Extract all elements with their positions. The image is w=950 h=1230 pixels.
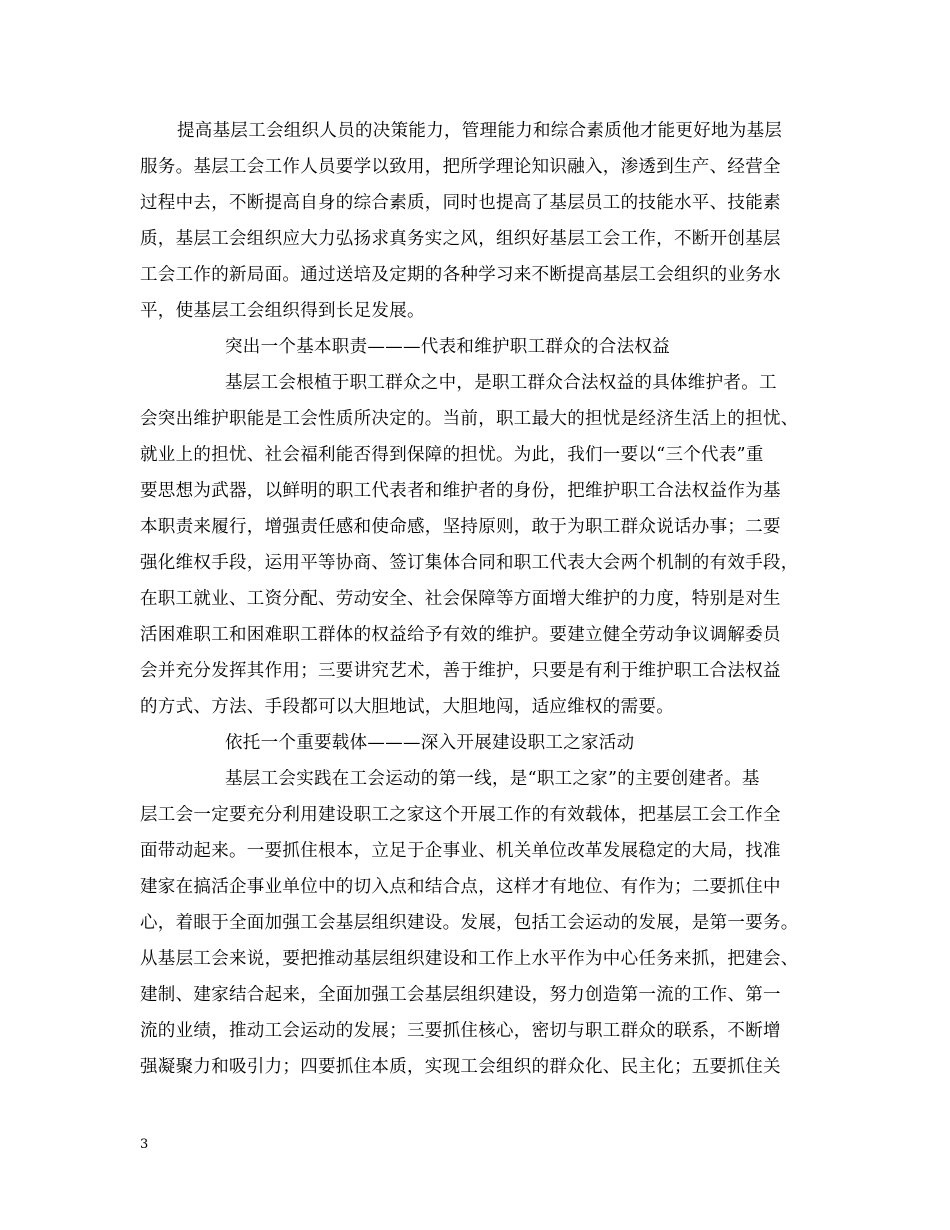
paragraph-line: 活困难职工和困难职工群体的权益给予有效的维护。要建立健全劳动争议调解委员	[140, 625, 781, 645]
paragraph-line: 提高基层工会组织人员的决策能力，管理能力和综合素质他才能更好地为基层	[177, 121, 783, 141]
paragraph-line: 在职工就业、工资分配、劳动安全、社会保障等方面增大维护的力度，特别是对生	[140, 589, 781, 609]
paragraph-line: 强凝聚力和吸引力；四要抓住本质，实现工会组织的群众化、民主化；五要抓住关	[140, 1057, 781, 1077]
document-body	[140, 113, 830, 1085]
paragraph-line: 质，基层工会组织应大力弘扬求真务实之风，组织好基层工会工作，不断开创基层	[140, 229, 781, 249]
paragraph-line: 过程中去，不断提高自身的综合素质，同时也提高了基层员工的技能水平、技能素	[140, 193, 781, 213]
paragraph-line: 层工会一定要充分利用建设职工之家这个开展工作的有效载体，把基层工会工作全	[140, 805, 781, 825]
paragraph-line: 面带动起来。一要抓住根本，立足于企事业、机关单位改革发展稳定的大局，找准	[140, 841, 781, 861]
paragraph-line: 会突出维护职能是工会性质所决定的。当前，职工最大的担忧是经济生活上的担忧、	[140, 409, 799, 429]
paragraph-line: 基层工会根植于职工群众之中，是职工群众合法权益的具体维护者。工	[225, 373, 777, 393]
paragraph-line: 建制、建家结合起来，全面加强工会基层组织建设，努力创造第一流的工作、第一	[140, 985, 781, 1005]
paragraph-line: 建家在搞活企事业单位中的切入点和结合点，这样才有地位、有作为；二要抓住中	[140, 877, 781, 897]
paragraph-line: 基层工会实践在工会运动的第一线，是“职工之家”的主要创建者。基	[225, 769, 760, 789]
paragraph-line: 流的业绩，推动工会运动的发展；三要抓住核心，密切与职工群众的联系，不断增	[140, 1021, 781, 1041]
paragraph-line: 从基层工会来说，要把推动基层组织建设和工作上水平作为中心任务来抓，把建会、	[140, 949, 799, 969]
paragraph-line: 心，着眼于全面加强工会基层组织建设。发展，包括工会运动的发展，是第一要务。	[140, 913, 799, 933]
paragraph-line: 平，使基层工会组织得到长足发展。	[140, 301, 425, 321]
paragraph-line: 要思想为武器，以鲜明的职工代表者和维护者的身份，把维护职工合法权益作为基	[140, 481, 781, 501]
paragraph-line: 的方式、方法、手段都可以大胆地试，大胆地闯，适应维权的需要。	[140, 697, 674, 717]
paragraph-line: 工会工作的新局面。通过送培及定期的各种学习来不断提高基层工会组织的业务水	[140, 265, 781, 285]
paragraph-line: 本职责来履行，增强责任感和使命感，坚持原则，敢于为职工群众说话办事；二要	[140, 517, 781, 537]
paragraph-line: 就业上的担忧、社会福利能否得到保障的担忧。为此，我们一要以“三个代表”重	[140, 445, 764, 465]
section-heading: 突出一个基本职责———代表和维护职工群众的合法权益	[225, 337, 670, 357]
paragraph-line: 强化维权手段，运用平等协商、签订集体合同和职工代表大会两个机制的有效手段，	[140, 553, 799, 573]
paragraph-line: 服务。基层工会工作人员要学以致用，把所学理论知识融入，渗透到生产、经营全	[140, 157, 781, 177]
section-heading: 依托一个重要载体———深入开展建设职工之家活动	[225, 733, 635, 753]
paragraph-line: 会并充分发挥其作用；三要讲究艺术，善于维护，只要是有利于维护职工合法权益	[140, 661, 781, 681]
page-number: 3	[140, 1137, 149, 1152]
